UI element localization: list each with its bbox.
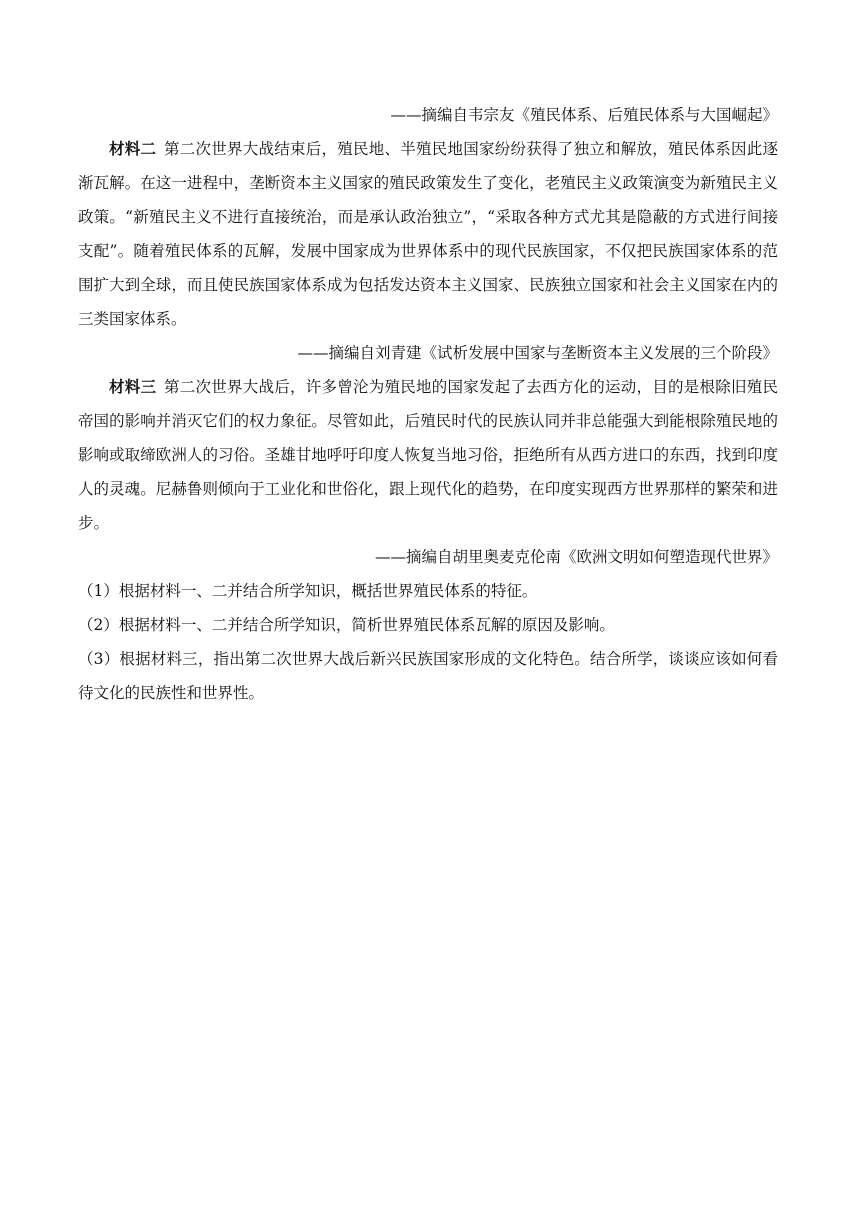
question-3: （3）根据材料三，指出第二次世界大战后新兴民族国家形成的文化特色。结合所学，谈谈应该如何看待文化的民族性和世界性。 <box>78 650 778 702</box>
source-citation-3: ——摘编自胡里奥麦克伦南《欧洲文明如何塑造现代世界》 <box>374 548 778 566</box>
source-citation-1: ——摘编自韦宗友《殖民体系、后殖民体系与大国崛起》 <box>390 106 778 124</box>
material-2-paragraph <box>78 132 778 336</box>
document-content <box>78 98 778 710</box>
material-3-paragraph <box>78 370 778 540</box>
question-2: （2）根据材料一、二并结合所学知识，简析世界殖民体系瓦解的原因及影响。 <box>78 616 615 634</box>
material-2-text: 第二次世界大战结束后，殖民地、半殖民地国家纷纷获得了独立和解放，殖民体系因此逐渐瓦解。在这一进程中，垄断资本主义国家的殖民政策发生了变化，老殖民主义政策演变为新殖民主义政策。“新殖民主义不进行直接统治，而是承认政治独立”，“采取各种方式尤其是隐蔽的方式进行间接支配”。随着殖民体系的瓦解，发展中国家成为世界体系中的现代民族国家，不仅把民族国家体系的范围扩大到全球，而且使民族国家体系成为包括发达资本主义国家、民族独立国家和社会主义国家在内的三类国家体系。 <box>78 140 778 328</box>
question-1: （1）根据材料一、二并结合所学知识，概括世界殖民体系的特征。 <box>78 582 538 600</box>
material-2-label: 材料二 <box>109 140 157 158</box>
material-3-label: 材料三 <box>109 378 157 396</box>
source-citation-2: ——摘编自刘青建《试析发展中国家与垄断资本主义发展的三个阶段》 <box>297 344 778 362</box>
material-3-text: 第二次世界大战后，许多曾沦为殖民地的国家发起了去西方化的运动，目的是根除旧殖民帝国的影响并消灭它们的权力象征。尽管如此，后殖民时代的民族认同并非总能强大到能根除殖民地的影响或取缔欧洲人的习俗。圣雄甘地呼吁印度人恢复当地习俗，拒绝所有从西方进口的东西，找到印度人的灵魂。尼赫鲁则倾向于工业化和世俗化，跟上现代化的趋势，在印度实现西方世界那样的繁荣和进步。 <box>78 378 778 532</box>
